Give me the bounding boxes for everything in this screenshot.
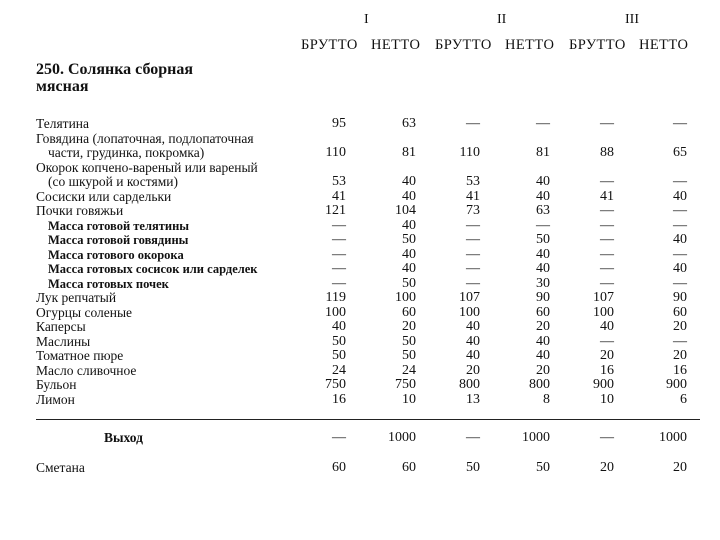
ingredient-label: Бульон (36, 377, 77, 392)
ingredient-value: 81 (536, 145, 550, 160)
yield-label: Выход (104, 430, 143, 445)
ingredient-value: 100 (395, 290, 416, 305)
ingredient-label: Окорок копчено-вареный или вареный (36, 159, 258, 175)
ingredient-row (0, 378, 720, 392)
ingredient-value: 13 (466, 391, 480, 407)
ingredient-row (0, 175, 720, 189)
yield-row (0, 431, 720, 445)
sour-cream-row (0, 461, 720, 475)
ingredient-value: — (536, 217, 550, 233)
ingredient-value: 900 (593, 377, 614, 392)
yield-value: 1000 (388, 430, 416, 445)
ingredient-value: — (600, 261, 614, 276)
ingredient-value: 110 (459, 145, 480, 160)
ingredient-value: 10 (402, 391, 416, 407)
table-divider (36, 419, 700, 420)
ingredient-label: Томатное пюре (36, 348, 124, 363)
ingredient-value: 16 (600, 362, 614, 378)
ingredient-label: Говядина (лопаточная, подлопаточная (36, 130, 254, 146)
column-2-brutto-heading: БРУТТО (435, 37, 492, 53)
ingredient-value: 40 (536, 188, 550, 204)
ingredient-value: 20 (600, 348, 614, 363)
ingredient-value: 65 (673, 145, 687, 160)
ingredient-value: 20 (536, 319, 550, 334)
ingredient-value: 40 (466, 319, 480, 334)
ingredient-row (0, 190, 720, 204)
yield-value: 1000 (522, 430, 550, 445)
ingredient-value: 40 (536, 333, 550, 349)
ingredient-value: — (332, 217, 346, 233)
ingredient-value: 30 (536, 275, 550, 291)
ingredient-value: 20 (466, 362, 480, 378)
ingredient-value: — (466, 116, 480, 131)
ingredient-row (0, 219, 720, 233)
ingredient-row (0, 248, 720, 262)
ingredient-value: 40 (402, 188, 416, 204)
ingredient-value: 40 (466, 348, 480, 363)
sour-cream-label: Сметана (36, 460, 85, 475)
ingredient-value: 119 (325, 290, 346, 305)
ingredient-value: 40 (600, 319, 614, 334)
ingredient-row (0, 262, 720, 276)
ingredient-value: — (673, 116, 687, 131)
ingredient-label: Телятина (36, 116, 90, 131)
ingredient-value: 20 (536, 362, 550, 378)
ingredient-value: 50 (402, 333, 416, 349)
ingredient-value: — (673, 275, 687, 291)
ingredient-value: 40 (402, 246, 416, 262)
ingredient-value: — (600, 275, 614, 291)
ingredient-value: 100 (459, 304, 480, 320)
ingredient-value: — (600, 174, 614, 189)
ingredient-row (0, 277, 720, 291)
ingredient-value: 104 (395, 203, 416, 218)
ingredient-value: 100 (325, 304, 346, 320)
ingredient-row (0, 349, 720, 363)
ingredient-value: 16 (332, 391, 346, 407)
ingredient-value: 8 (543, 391, 550, 407)
column-3-brutto-heading: БРУТТО (569, 37, 626, 53)
ingredient-value: — (600, 217, 614, 233)
ingredient-value: 41 (332, 188, 346, 204)
ingredient-value: 81 (402, 145, 416, 160)
column-group-2-heading: II (497, 12, 507, 27)
ingredient-value: 63 (402, 116, 416, 131)
ingredient-value: 20 (673, 348, 687, 363)
ingredient-value: 40 (536, 348, 550, 363)
ingredient-label: части, грудинка, покромка) (48, 145, 205, 160)
ingredient-value: 60 (402, 304, 416, 320)
ingredient-value: 50 (402, 275, 416, 291)
ingredient-value: 50 (332, 348, 346, 363)
sour-cream-value: 60 (402, 460, 416, 475)
ingredient-value: — (673, 246, 687, 262)
ingredient-value: 53 (466, 174, 480, 189)
ingredient-value: 40 (536, 174, 550, 189)
ingredient-label: Масло сливочное (36, 362, 137, 378)
ingredient-value: 40 (402, 217, 416, 233)
ingredient-value: 100 (593, 304, 614, 320)
ingredient-row (0, 233, 720, 247)
ingredient-value: — (600, 203, 614, 218)
ingredient-label: Масса готовых почек (48, 276, 169, 291)
ingredient-row (0, 393, 720, 407)
ingredient-label: Масса готового окорока (48, 247, 184, 262)
ingredient-value: — (600, 333, 614, 349)
ingredient-label: Каперсы (36, 319, 86, 334)
ingredient-value: — (600, 116, 614, 131)
ingredient-value: 750 (325, 377, 346, 392)
ingredient-value: 40 (536, 246, 550, 262)
ingredient-value: — (673, 203, 687, 218)
ingredient-value: 40 (402, 261, 416, 276)
ingredient-value: — (332, 275, 346, 291)
ingredient-value: — (332, 246, 346, 262)
ingredient-value: — (673, 217, 687, 233)
yield-value: — (332, 430, 346, 445)
ingredient-value: 40 (673, 261, 687, 276)
column-group-3-heading: III (625, 12, 639, 27)
recipe-title (36, 61, 306, 95)
yield-value: — (600, 430, 614, 445)
ingredient-row (0, 161, 720, 175)
ingredient-value: — (466, 246, 480, 262)
ingredient-value: — (466, 232, 480, 247)
yield-value: 1000 (659, 430, 687, 445)
ingredient-value: 73 (466, 203, 480, 218)
ingredient-value: 24 (332, 362, 346, 378)
ingredient-label: Масса готовой телятины (48, 218, 190, 233)
ingredient-value: 40 (332, 319, 346, 334)
ingredient-value: 41 (466, 188, 480, 204)
ingredient-value: — (332, 261, 346, 276)
ingredient-value: 40 (673, 188, 687, 204)
ingredient-value: — (332, 232, 346, 247)
ingredient-value: 800 (529, 377, 550, 392)
ingredient-value: 88 (600, 145, 614, 160)
column-3-netto-heading: НЕТТО (639, 37, 689, 53)
ingredient-label: Почки говяжьи (36, 203, 124, 218)
ingredient-value: 40 (673, 232, 687, 247)
ingredient-value: 20 (673, 319, 687, 334)
ingredient-row (0, 335, 720, 349)
ingredient-row (0, 291, 720, 305)
ingredient-value: 60 (536, 304, 550, 320)
sour-cream-value: 20 (673, 460, 687, 475)
recipe-title-line1: Солянка сборная (68, 61, 194, 78)
yield-value: — (466, 430, 480, 445)
ingredient-value: 900 (666, 377, 687, 392)
ingredient-value: 40 (402, 174, 416, 189)
ingredient-value: 95 (332, 116, 346, 131)
ingredient-value: 63 (536, 203, 550, 218)
ingredient-value: 41 (600, 188, 614, 204)
ingredient-value: 110 (325, 145, 346, 160)
ingredient-value: 53 (332, 174, 346, 189)
sour-cream-value: 60 (332, 460, 346, 475)
ingredient-value: — (466, 217, 480, 233)
ingredient-value: — (536, 116, 550, 131)
ingredient-label: Сосиски или сардельки (36, 188, 172, 204)
ingredient-label: Маслины (36, 333, 91, 349)
ingredient-value: 90 (536, 290, 550, 305)
ingredient-value: 50 (332, 333, 346, 349)
ingredient-value: 60 (673, 304, 687, 320)
ingredient-value: 40 (536, 261, 550, 276)
ingredient-row (0, 306, 720, 320)
ingredient-value: 800 (459, 377, 480, 392)
ingredient-row (0, 364, 720, 378)
ingredient-label: Огурцы соленые (36, 304, 133, 320)
ingredient-label: Масса готовой говядины (48, 233, 189, 247)
ingredient-value: 24 (402, 362, 416, 378)
ingredient-value: — (466, 275, 480, 291)
ingredient-label: Лимон (36, 391, 75, 407)
ingredient-label: (со шкурой и костями) (48, 174, 178, 189)
ingredient-value: 10 (600, 391, 614, 407)
ingredient-value: 6 (680, 391, 687, 407)
ingredient-value: 107 (459, 290, 480, 305)
ingredient-label: Лук репчатый (36, 290, 117, 305)
ingredient-row (0, 132, 720, 146)
ingredient-label: Масса готовых сосисок или сарделек (48, 262, 258, 276)
ingredient-value: 121 (325, 203, 346, 218)
ingredient-value: — (466, 261, 480, 276)
ingredient-value: 750 (395, 377, 416, 392)
ingredient-row (0, 146, 720, 160)
ingredient-row (0, 320, 720, 334)
ingredient-value: 40 (466, 333, 480, 349)
ingredient-row (0, 204, 720, 218)
ingredient-value: — (673, 174, 687, 189)
recipe-number: 250. (36, 61, 64, 78)
ingredient-value: — (600, 232, 614, 247)
column-group-1-heading: I (364, 12, 369, 27)
column-1-brutto-heading: БРУТТО (301, 37, 358, 53)
sour-cream-value: 20 (600, 460, 614, 475)
recipe-title-line2: мясная (36, 78, 89, 95)
column-2-netto-heading: НЕТТО (505, 37, 555, 53)
ingredient-value: — (600, 246, 614, 262)
ingredient-value: 20 (402, 319, 416, 334)
sour-cream-value: 50 (536, 460, 550, 475)
ingredient-value: 16 (673, 362, 687, 378)
ingredient-value: 50 (536, 232, 550, 247)
ingredient-value: 90 (673, 290, 687, 305)
ingredient-value: 50 (402, 348, 416, 363)
sour-cream-value: 50 (466, 460, 480, 475)
ingredient-value: — (673, 333, 687, 349)
ingredient-row (0, 117, 720, 131)
ingredient-value: 107 (593, 290, 614, 305)
ingredient-value: 50 (402, 232, 416, 247)
column-1-netto-heading: НЕТТО (371, 37, 421, 53)
